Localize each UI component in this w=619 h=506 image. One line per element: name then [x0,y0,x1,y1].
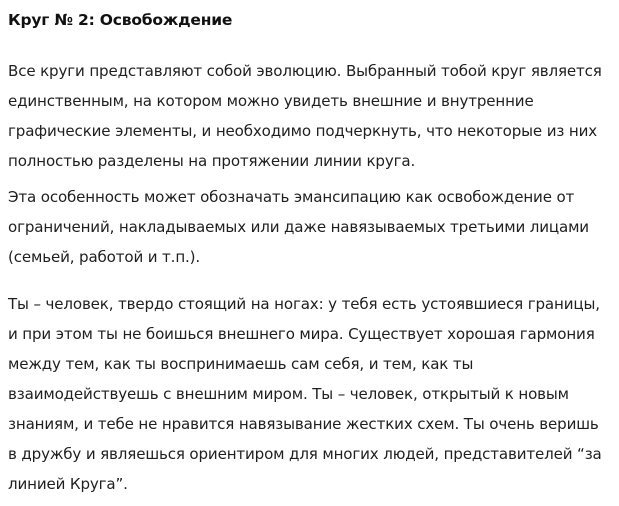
paragraph-personality [8,289,612,499]
paragraph-line: знаниям, и тебе не нравится навязывание жестких схем. Ты очень веришь [8,415,599,433]
paragraph-line: графические элементы, и необходимо подчеркнуть, что некоторые из них [8,122,597,140]
paragraph-line: между тем, как ты воспринимаешь сам себя, и тем, как ты [8,355,474,373]
paragraph-line: в дружбу и являешься ориентиром для многих людей, представителей “за [8,445,602,463]
paragraph-line: взаимодействуешь с внешним миром. Ты – человек, открытый к новым [8,385,569,403]
paragraph-line: (семьей, работой и т.п.). [8,248,201,266]
paragraph-line: Эта особенность может обозначать эмансипацию как освобождение от [8,188,575,206]
paragraph-line: единственным, на котором можно увидеть внешние и внутренние [8,92,534,110]
paragraph-emancipation [8,182,612,272]
paragraph-line: линией Круга”. [8,475,128,493]
paragraph-line: Все круги представляют собой эволюцию. Выбранный тобой круг является [8,62,602,80]
paragraph-line: Ты – человек, твердо стоящий на ногах: у тебя есть устоявшиеся границы, [8,295,600,313]
paragraph-evolution [8,56,612,176]
article-title: Круг № 2: Освобождение [8,11,233,29]
paragraph-line: и при этом ты не боишься внешнего мира. Существует хорошая гармония [8,325,595,343]
paragraph-line: полностью разделены на протяжении линии круга. [8,152,416,170]
paragraph-line: ограничений, накладываемых или даже навязываемых третьими лицами [8,218,589,236]
